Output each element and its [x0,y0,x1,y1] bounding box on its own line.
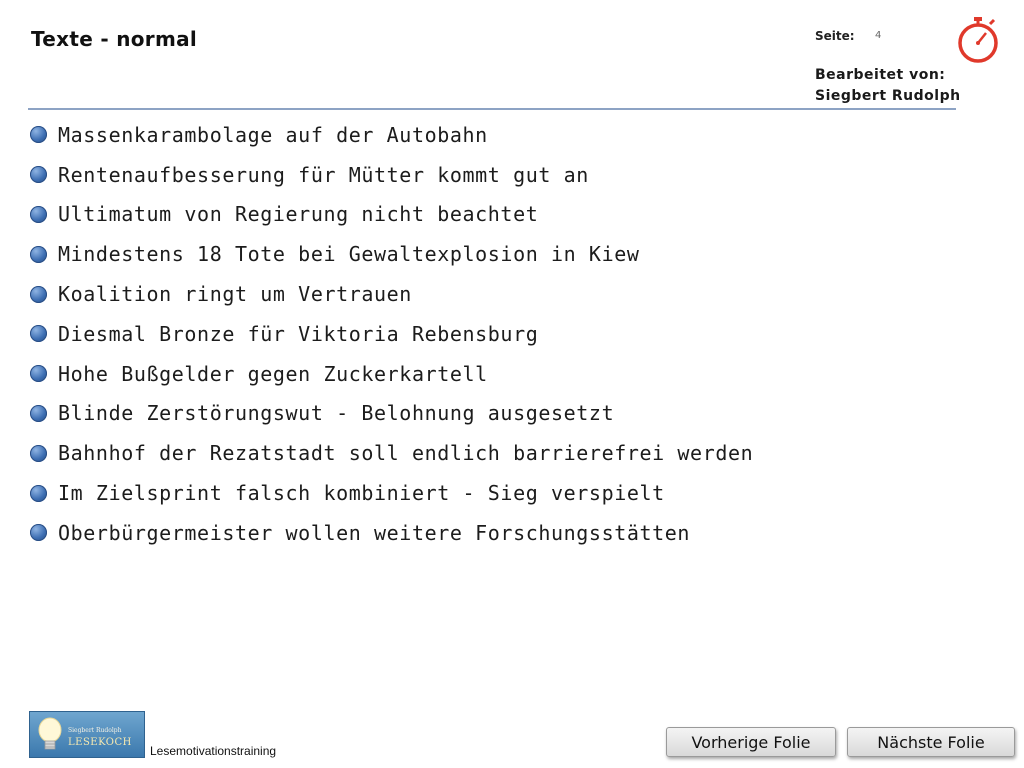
headline-item[interactable] [30,513,753,553]
headline-text: Rentenaufbesserung für Mütter kommt gut an [58,162,589,187]
headline-text: Blinde Zerstörungswut - Belohnung ausgesetzt [58,401,615,426]
logo-author: Siegbert Rudolph [68,727,122,734]
headline-text: Im Zielsprint falsch kombiniert - Sieg verspielt [58,481,665,506]
page-title: Texte - normal [31,27,198,51]
bullet-icon [30,405,47,422]
bullet-icon [30,524,47,541]
stopwatch-icon[interactable] [955,15,1001,65]
bullet-icon [30,206,47,223]
headline-item[interactable] [30,155,753,195]
editor-name: Siegbert Rudolph [815,88,961,104]
bullet-icon [30,365,47,382]
page-number: 4 [875,30,882,41]
headline-item[interactable] [30,314,753,354]
lightbulb-icon [34,716,66,754]
headline-item[interactable] [30,394,753,434]
headline-text: Ultimatum von Regierung nicht beachtet [58,202,539,227]
page-label: Seite: [815,29,855,43]
bullet-icon [30,325,47,342]
editor-label: Bearbeitet von: [815,67,946,83]
headline-text: Koalition ringt um Vertrauen [58,282,412,307]
headline-item[interactable] [30,195,753,235]
headline-item[interactable] [30,433,753,473]
leseleoch-logo [29,711,145,758]
bullet-icon [30,126,47,143]
bullet-icon [30,286,47,303]
logo-brand: LESEKOCH [68,737,132,748]
headline-item[interactable] [30,234,753,274]
header-divider [28,108,956,110]
footer-label: Lesemotivationstraining [150,744,277,758]
headline-text: Diesmal Bronze für Viktoria Rebensburg [58,321,539,346]
bullet-icon [30,246,47,263]
headline-text: Massenkarambolage auf der Autobahn [58,122,488,147]
headline-list [30,115,753,553]
headline-text: Mindestens 18 Tote bei Gewaltexplosion in Kiew [58,242,640,267]
headline-text: Hohe Bußgelder gegen Zuckerkartell [58,361,488,386]
headline-text: Bahnhof der Rezatstadt soll endlich barrierefrei werden [58,441,754,466]
bullet-icon [30,166,47,183]
headline-text: Oberbürgermeister wollen weitere Forschungsstätten [58,520,691,545]
headline-item[interactable] [30,274,753,314]
bullet-icon [30,445,47,462]
headline-item[interactable] [30,115,753,155]
headline-item[interactable] [30,354,753,394]
next-slide-button[interactable]: Nächste Folie [847,727,1015,757]
bullet-icon [30,485,47,502]
headline-item[interactable] [30,473,753,513]
previous-slide-button[interactable]: Vorherige Folie [666,727,836,757]
